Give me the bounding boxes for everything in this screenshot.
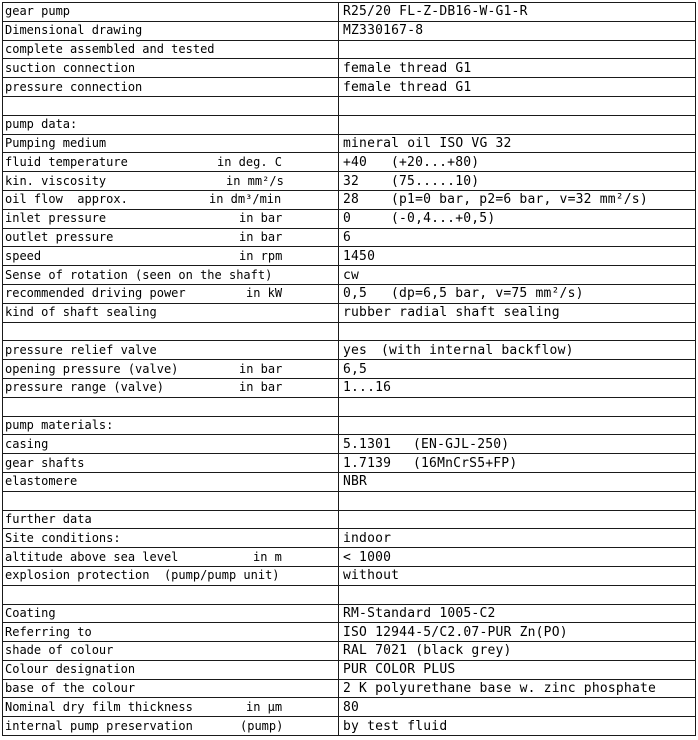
parameter-cell [3,78,339,97]
parameter-cell [3,3,339,22]
table-row [3,153,696,172]
table-row [3,40,696,59]
unit-label: in mm²/s [226,173,284,188]
value-detail: (dp=6,5 bar, v=75 mm²/s) [391,286,584,302]
value-cell [339,698,696,717]
value-cell [339,134,696,153]
value-text: yes [343,342,368,358]
parameter-cell [3,341,339,360]
value-text: female thread G1 [343,79,472,95]
value-cell [339,566,696,585]
parameter-label: inlet pressure [5,211,107,226]
parameter-cell [3,284,339,303]
table-row [3,604,696,623]
parameter-cell [3,623,339,642]
value-text: indoor [343,530,392,546]
value-cell [339,209,696,228]
table-row [3,435,696,454]
unit-label: (pump) [240,718,284,733]
parameter-label: Colour designation [5,662,136,677]
parameter-label: pressure connection [5,79,143,94]
value-text: without [343,568,400,584]
value-detail: (EN-GJL-250) [413,436,510,452]
parameter-label: pump materials: [5,417,114,432]
value-text: female thread G1 [343,60,472,76]
table-row [3,472,696,491]
parameter-cell [3,209,339,228]
value-text: RM-Standard 1005-C2 [343,605,496,621]
value-cell [339,378,696,397]
table-row [3,115,696,134]
parameter-label: kind of shaft sealing [5,305,157,320]
unit-label: in rpm [239,248,283,263]
parameter-label: pressure relief valve [5,342,157,357]
value-text: 6 [343,229,352,245]
parameter-label: outlet pressure [5,229,114,244]
value-cell [339,322,696,341]
value-cell [339,190,696,209]
parameter-label: Referring to [5,624,92,639]
value-cell [339,491,696,510]
table-row [3,303,696,322]
value-text: < 1000 [343,549,392,565]
table-row [3,378,696,397]
unit-label: in m [253,549,282,564]
parameter-cell [3,642,339,661]
table-row [3,548,696,567]
table-row [3,397,696,416]
parameter-cell [3,247,339,266]
value-cell [339,717,696,736]
value-text: 1.7139 [343,455,392,471]
value-text: 1450 [343,248,376,264]
parameter-cell [3,266,339,285]
value-cell [339,585,696,604]
value-text: 0,5 [343,286,368,302]
value-cell [339,529,696,548]
table-row [3,209,696,228]
value-cell [339,21,696,40]
value-cell [339,660,696,679]
parameter-cell [3,397,339,416]
parameter-cell [3,566,339,585]
value-text: 80 [343,699,360,715]
value-text: 1...16 [343,380,392,396]
parameter-label: casing [5,436,49,451]
unit-label: in deg. C [217,154,283,169]
value-text: +40 [343,154,368,170]
value-text: cw [343,267,360,283]
unit-label: in kW [246,286,283,301]
parameter-label: kin. viscosity [5,173,107,188]
value-text: R25/20 FL-Z-DB16-W-G1-R [343,4,528,20]
value-text: by test fluid [343,718,448,734]
value-text: PUR COLOR PLUS [343,662,456,678]
parameter-label: elastomere [5,474,78,489]
table-row [3,322,696,341]
parameter-label: gear shafts [5,455,85,470]
table-row [3,3,696,22]
value-cell [339,604,696,623]
parameter-cell [3,228,339,247]
table-row [3,585,696,604]
parameter-label: altitude above sea level [5,549,179,564]
parameter-cell [3,472,339,491]
parameter-label: explosion protection (pump/pump unit) [5,568,280,583]
table-row [3,190,696,209]
parameter-label: base of the colour [5,681,136,696]
value-text: RAL 7021 (black grey) [343,643,512,659]
parameter-cell [3,435,339,454]
parameter-cell [3,190,339,209]
table-row [3,529,696,548]
value-cell [339,40,696,59]
table-row [3,247,696,266]
table-row [3,660,696,679]
parameter-label: oil flow approx. [5,192,128,207]
table-row [3,78,696,97]
table-row [3,341,696,360]
parameter-cell [3,717,339,736]
value-text: rubber radial shaft sealing [343,305,560,321]
value-cell [339,96,696,115]
value-detail: (-0,4...+0,5) [391,211,496,227]
datasheet-body [3,3,696,736]
parameter-cell [3,548,339,567]
value-detail: (16MnCrS5+FP) [413,455,518,471]
parameter-cell [3,491,339,510]
value-text: ISO 12944-5/C2.07-PUR Zn(PO) [343,624,568,640]
parameter-cell [3,322,339,341]
parameter-cell [3,115,339,134]
parameter-label: recommended driving power [5,286,186,301]
parameter-label: Site conditions: [5,530,121,545]
parameter-cell [3,378,339,397]
table-row [3,21,696,40]
table-row [3,416,696,435]
value-cell [339,623,696,642]
value-cell [339,472,696,491]
unit-label: in dm³/min [209,192,282,207]
parameter-label: fluid temperature [5,154,128,169]
table-row [3,266,696,285]
value-text: NBR [343,474,368,490]
unit-label: in bar [239,380,283,395]
value-detail: (with internal backflow) [381,342,574,358]
parameter-label: Dimensional drawing [5,23,143,38]
table-row [3,698,696,717]
table-row [3,510,696,529]
parameter-cell [3,679,339,698]
value-text: 32 [343,173,360,189]
parameter-cell [3,660,339,679]
value-cell [339,435,696,454]
value-text: 6,5 [343,361,368,377]
value-cell [339,510,696,529]
table-row [3,454,696,473]
value-cell [339,679,696,698]
parameter-label: shade of colour [5,643,114,658]
parameter-cell [3,416,339,435]
value-text: 28 [343,192,360,208]
value-detail: (75.....10) [391,173,480,189]
value-cell [339,59,696,78]
parameter-cell [3,21,339,40]
parameter-cell [3,360,339,379]
table-row [3,96,696,115]
value-cell [339,78,696,97]
unit-label: in bar [239,361,283,376]
value-cell [339,341,696,360]
table-row [3,284,696,303]
parameter-label: opening pressure (valve) [5,361,179,376]
parameter-label: speed [5,248,42,263]
value-cell [339,153,696,172]
value-cell [339,247,696,266]
value-cell [339,454,696,473]
parameter-label: pressure range (valve) [5,380,164,395]
parameter-cell [3,40,339,59]
parameter-label: Nominal dry film thickness [5,699,193,714]
parameter-label: gear pump [5,4,71,19]
parameter-cell [3,153,339,172]
parameter-label: further data [5,511,92,526]
table-row [3,566,696,585]
parameter-cell [3,454,339,473]
value-cell [339,266,696,285]
value-cell [339,172,696,191]
table-row [3,228,696,247]
parameter-cell [3,698,339,717]
value-cell [339,642,696,661]
value-cell [339,228,696,247]
value-detail: (+20...+80) [391,154,480,170]
parameter-label: Coating [5,605,56,620]
value-text: mineral oil ISO VG 32 [343,135,512,151]
table-row [3,59,696,78]
value-cell [339,548,696,567]
value-cell [339,397,696,416]
parameter-label: Sense of rotation (seen on the shaft) [5,267,273,282]
table-row [3,134,696,153]
unit-label: in bar [239,229,283,244]
parameter-cell [3,585,339,604]
table-row [3,623,696,642]
value-detail: (p1=0 bar, p2=6 bar, v=32 mm²/s) [391,192,648,208]
parameter-cell [3,510,339,529]
value-cell [339,115,696,134]
parameter-cell [3,529,339,548]
value-cell [339,284,696,303]
unit-label: in bar [239,211,283,226]
parameter-label: Pumping medium [5,135,107,150]
value-cell [339,360,696,379]
table-row [3,642,696,661]
value-text: MZ330167-8 [343,23,424,39]
parameter-cell [3,303,339,322]
parameter-cell [3,604,339,623]
parameter-label: internal pump preservation [5,718,193,733]
value-text: 5.1301 [343,436,392,452]
pump-datasheet-table [2,2,696,736]
table-row [3,360,696,379]
parameter-cell [3,96,339,115]
parameter-label: complete assembled and tested [5,41,215,56]
parameter-cell [3,59,339,78]
value-text: 0 [343,211,352,227]
value-cell [339,303,696,322]
parameter-cell [3,172,339,191]
table-row [3,491,696,510]
table-row [3,172,696,191]
table-row [3,717,696,736]
table-row [3,679,696,698]
parameter-cell [3,134,339,153]
value-cell [339,3,696,22]
parameter-label: suction connection [5,60,136,75]
value-cell [339,416,696,435]
parameter-label: pump data: [5,117,78,132]
unit-label: in µm [246,699,283,714]
value-text: 2 K polyurethane base w. zinc phosphate [343,681,657,697]
